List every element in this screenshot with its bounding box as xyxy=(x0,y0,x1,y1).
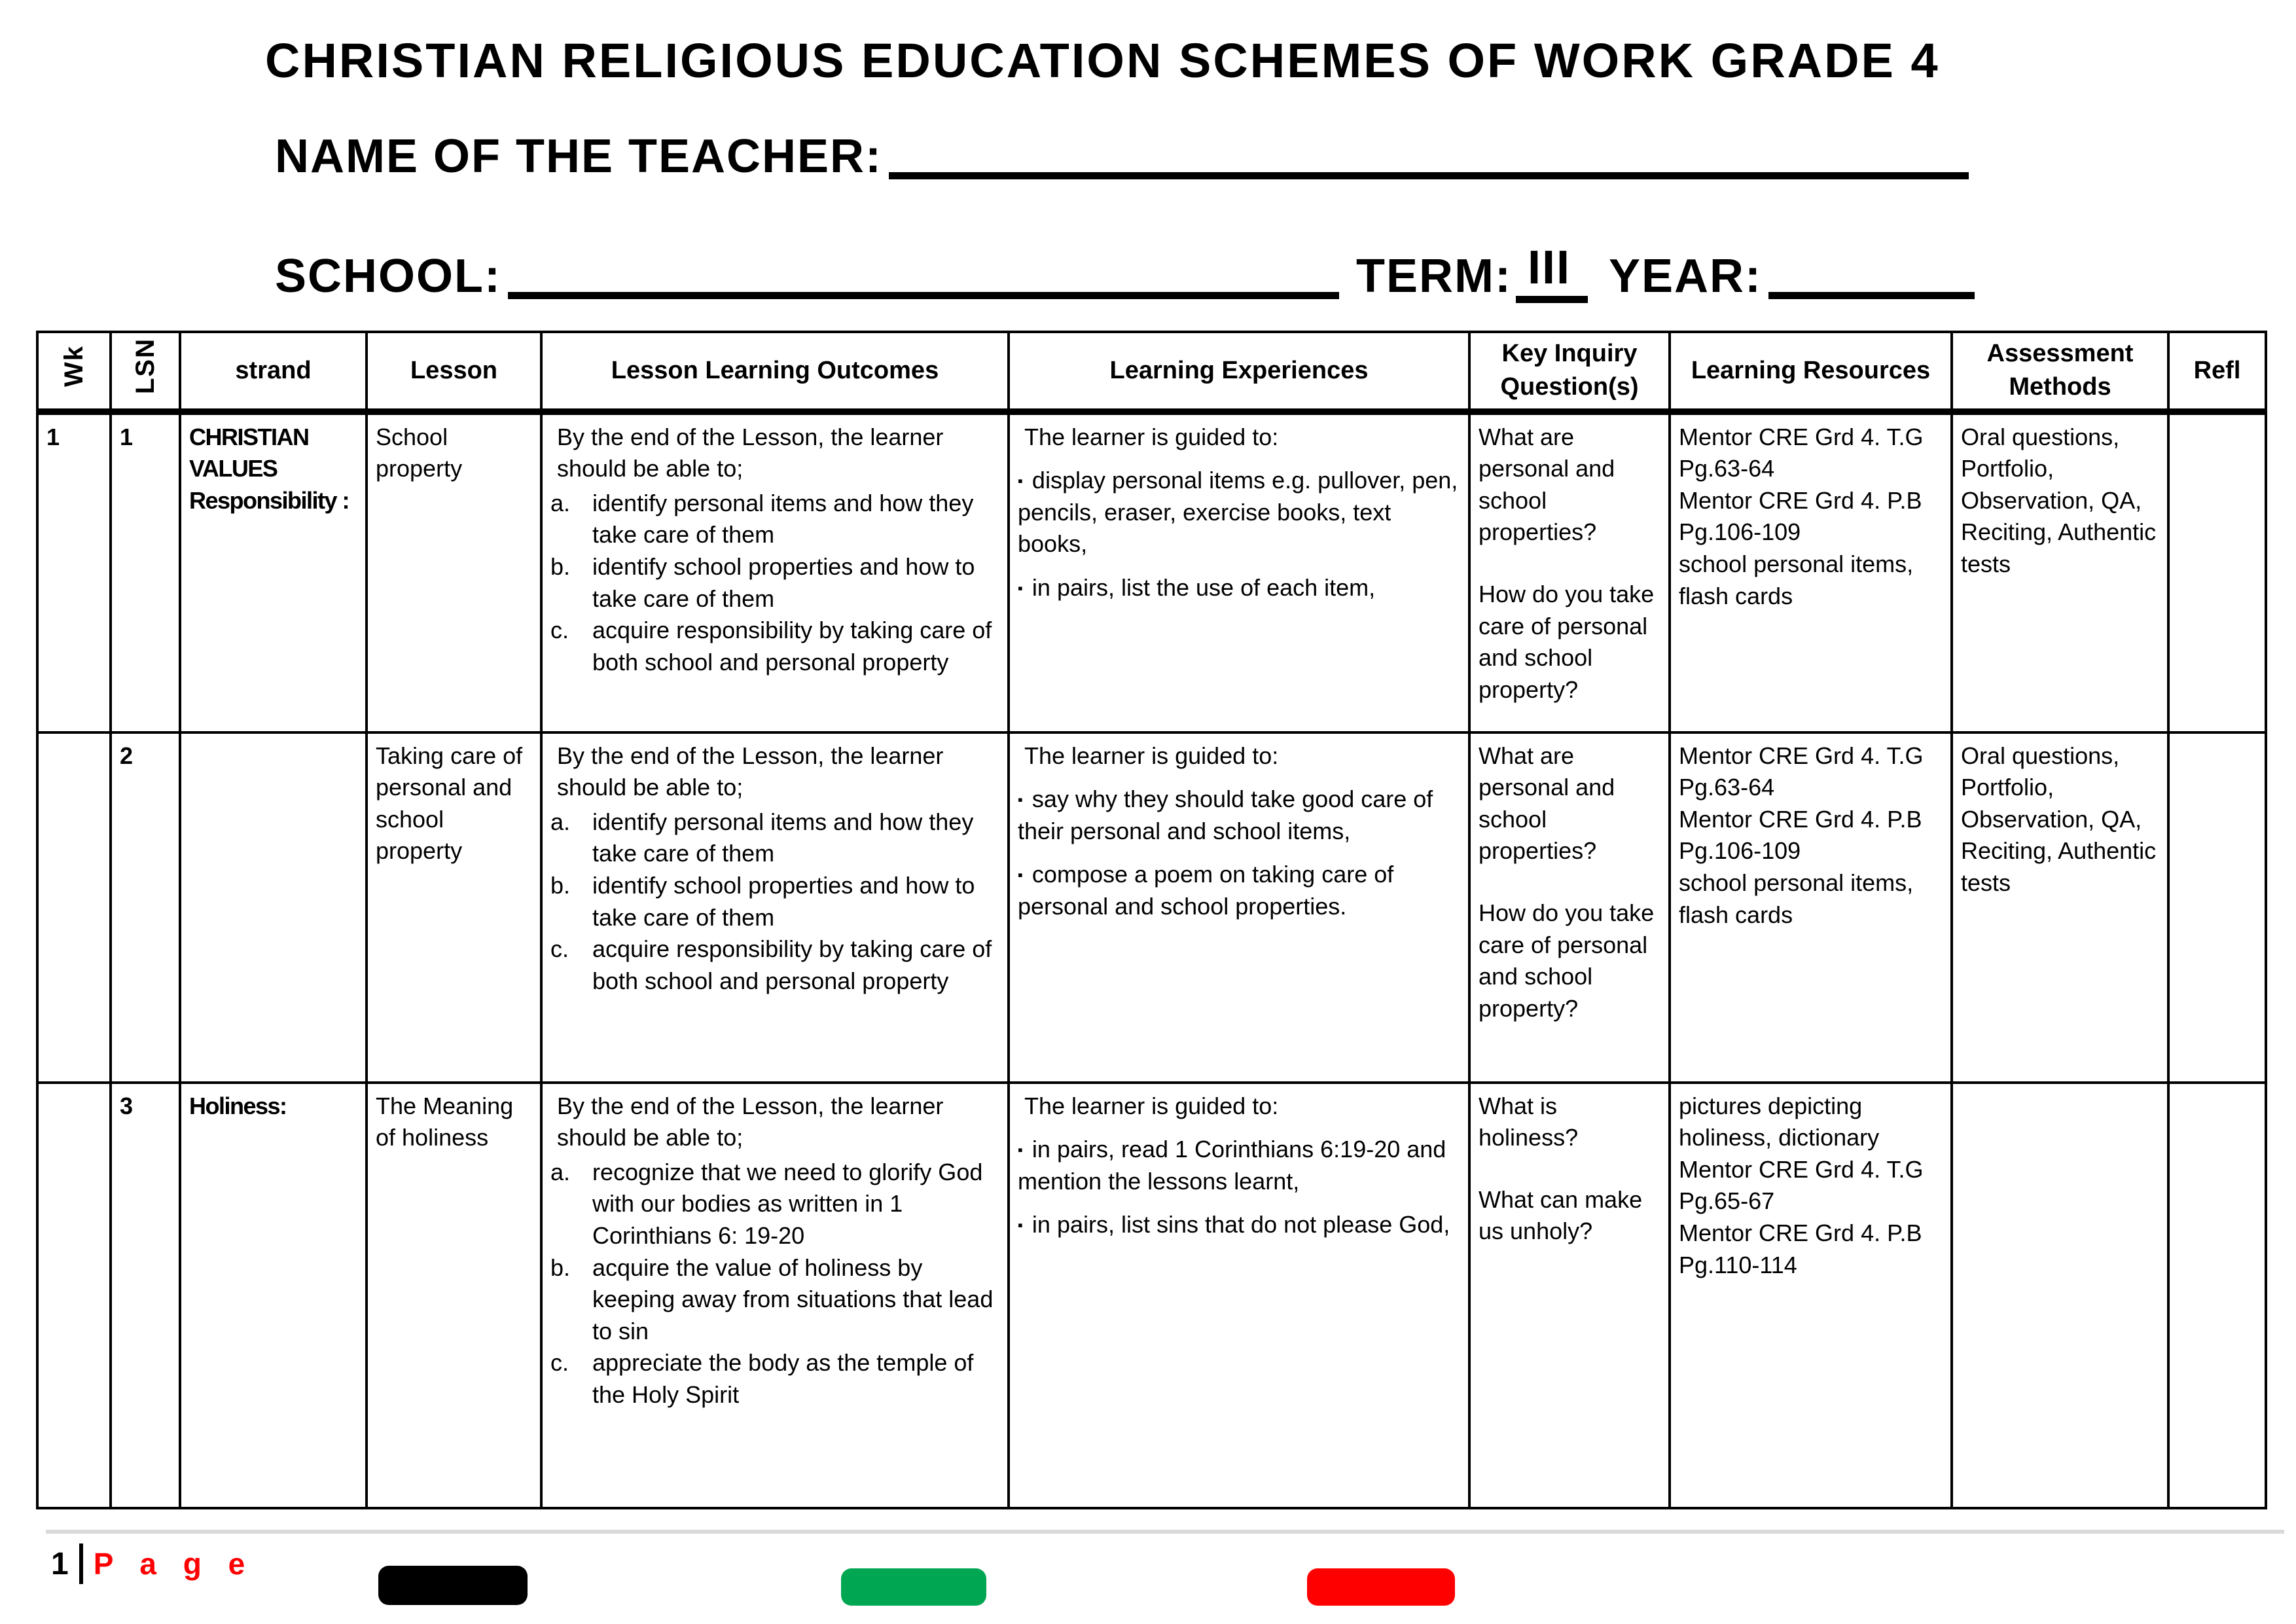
footer-divider xyxy=(46,1530,2284,1534)
table-body xyxy=(37,412,2266,1508)
column-header-strand: strand xyxy=(180,332,367,412)
cell-assessment xyxy=(1952,1083,2168,1508)
column-header-wk xyxy=(37,332,111,412)
cell-lsn: 2 xyxy=(111,732,180,1083)
cell-inquiry: What are personal and school properties? How do you take care of personal and school property? xyxy=(1469,732,1670,1083)
cell-lsn: 3 xyxy=(111,1083,180,1508)
page-word: P a g e xyxy=(93,1547,255,1581)
column-header-label: Wk xyxy=(60,345,88,388)
cell-wk xyxy=(37,1083,111,1508)
teacher-label: NAME OF THE TEACHER: xyxy=(275,130,882,183)
table-row xyxy=(37,732,2266,1083)
column-header-experiences: Learning Experiences xyxy=(1009,332,1469,412)
year-label: YEAR: xyxy=(1608,250,1762,302)
cell-lesson: School property xyxy=(367,412,541,732)
column-header-lsn xyxy=(111,332,180,412)
column-header-assessment: Assessment Methods xyxy=(1952,332,2168,412)
page-separator-bar xyxy=(79,1543,83,1584)
cell-inquiry: What are personal and school properties? How do you take care of personal and school property? xyxy=(1469,412,1670,732)
cell-lesson: Taking care of personal and school property xyxy=(367,732,541,1083)
term-label: TERM: xyxy=(1355,250,1512,302)
cell-outcomes: By the end of the Lesson, the learner should be able to; a. identify personal items and how they take care of them b. identify school properties and how to take care of them c. acquire responsibility by taking care of both school and personal property xyxy=(541,732,1009,1083)
schemes-table xyxy=(36,331,2267,1509)
cell-strand: Holiness: xyxy=(180,1083,367,1508)
cell-lesson: The Meaning of holiness xyxy=(367,1083,541,1508)
cell-assessment: Oral questions, Portfolio, Observation, QA, Reciting, Authentic tests xyxy=(1952,412,2168,732)
cell-inquiry: What is holiness? What can make us unholy? xyxy=(1469,1083,1670,1508)
school-label: SCHOOL: xyxy=(275,250,501,302)
footer-page-indicator xyxy=(51,1543,254,1584)
cell-outcomes: By the end of the Lesson, the learner should be able to; a. recognize that we need to glorify God with our bodies as written in 1 Corinthians 6: 19-20 b. acquire the value of holiness by keeping away from situations that lead to sin c. appreciate the body as the temple of the Holy Spirit xyxy=(541,1083,1009,1508)
column-header-resources: Learning Resources xyxy=(1670,332,1952,412)
cell-strand: CHRISTIAN VALUES Responsibility : xyxy=(180,412,367,732)
cell-assessment: Oral questions, Portfolio, Observation, QA, Reciting, Authentic tests xyxy=(1952,732,2168,1083)
cell-resources: Mentor CRE Grd 4. T.G Pg.63-64 Mentor CRE Grd 4. P.B Pg.106-109 school personal items, flash cards xyxy=(1670,732,1952,1083)
cell-resources: pictures depicting holiness, dictionary Mentor CRE Grd 4. T.G Pg.65-67 Mentor CRE Grd 4. P.B Pg.110-114 xyxy=(1670,1083,1952,1508)
footer-bar-green xyxy=(841,1568,986,1606)
year-blank xyxy=(1768,280,1975,299)
cell-refl xyxy=(2168,412,2266,732)
cell-lsn: 1 xyxy=(111,412,180,732)
page-number: 1 xyxy=(51,1546,69,1581)
table-row xyxy=(37,1083,2266,1508)
table-row xyxy=(37,412,2266,732)
footer-bar-black xyxy=(378,1566,528,1605)
column-header-label: LSN xyxy=(131,338,160,395)
column-header-outcomes: Lesson Learning Outcomes xyxy=(541,332,1009,412)
teacher-line xyxy=(275,130,1969,183)
page-title: CHRISTIAN RELIGIOUS EDUCATION SCHEMES OF WORK GRADE 4 xyxy=(265,33,1940,88)
table-header-row xyxy=(37,332,2266,412)
cell-experiences: The learner is guided to: ▪ in pairs, read 1 Corinthians 6:19-20 and mention the lessons learnt, ▪ in pairs, list sins that do not please God, xyxy=(1009,1083,1469,1508)
cell-resources: Mentor CRE Grd 4. T.G Pg.63-64 Mentor CRE Grd 4. P.B Pg.106-109 school personal items, flash cards xyxy=(1670,412,1952,732)
footer-bar-red xyxy=(1307,1568,1455,1606)
cell-strand xyxy=(180,732,367,1083)
teacher-name-blank xyxy=(889,160,1969,179)
term-value: III xyxy=(1516,241,1588,303)
cell-experiences: The learner is guided to: ▪ say why they should take good care of their personal and school items, ▪ compose a poem on taking care of personal and school properties. xyxy=(1009,732,1469,1083)
cell-refl xyxy=(2168,1083,2266,1508)
cell-outcomes: By the end of the Lesson, the learner should be able to; a. identify personal items and how they take care of them b. identify school properties and how to take care of them c. acquire responsibility by taking care of both school and personal property xyxy=(541,412,1009,732)
cell-wk: 1 xyxy=(37,412,111,732)
table-header xyxy=(37,332,2266,412)
column-header-lesson: Lesson xyxy=(367,332,541,412)
cell-refl xyxy=(2168,732,2266,1083)
column-header-refl: Refl xyxy=(2168,332,2266,412)
school-line xyxy=(275,241,1975,303)
column-header-inquiry: Key Inquiry Question(s) xyxy=(1469,332,1670,412)
school-name-blank xyxy=(508,280,1339,299)
cell-experiences: The learner is guided to: ▪ display personal items e.g. pullover, pen, pencils, eraser, exercise books, text books, ▪ in pairs, list the use of each item, xyxy=(1009,412,1469,732)
cell-wk xyxy=(37,732,111,1083)
